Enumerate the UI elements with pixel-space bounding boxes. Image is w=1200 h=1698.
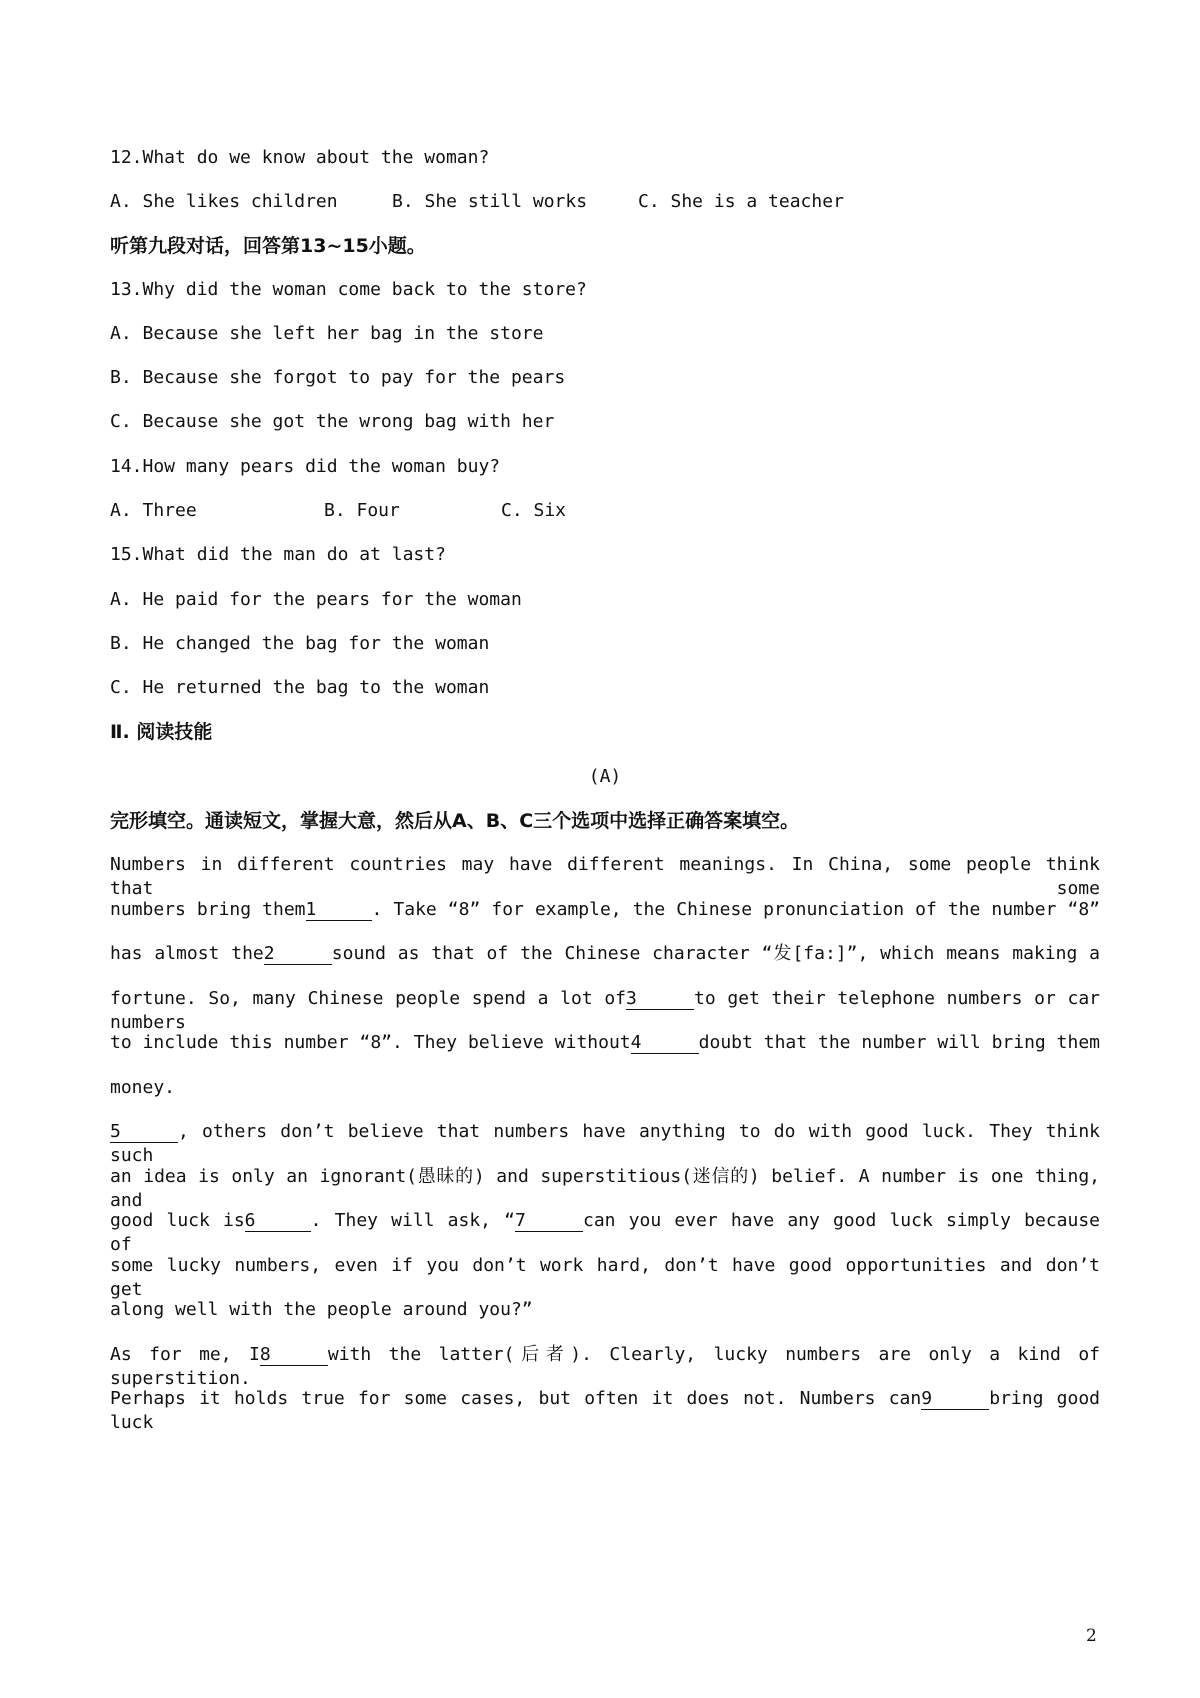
question-12: 12.What do we know about the woman?: [110, 147, 490, 168]
question-14: 14.How many pears did the woman buy?: [110, 456, 501, 477]
passage-line: Perhaps it holds true for some cases, but often it does not. Numbers can9 bring good luck: [110, 1388, 1100, 1433]
part-2-heading: Ⅱ. 阅读技能: [110, 721, 213, 743]
q15-option-b: B. He changed the bag for the woman: [110, 633, 490, 654]
q12-option-b: B. She still works: [392, 191, 588, 212]
cloze-blank-2: 2: [264, 944, 332, 965]
passage-line: 5 , others don’t believe that numbers have anything to do with good luck. They think such: [110, 1121, 1100, 1166]
q14-option-a: A. Three: [110, 500, 197, 521]
passage-line: along well with the people around you?”: [110, 1299, 533, 1320]
passage-line: some lucky numbers, even if you don’t work hard, don’t have good opportunities and don’t get: [110, 1255, 1100, 1300]
passage-line: numbers bring them1 . Take “8” for example, the Chinese pronunciation of the number “8”: [110, 899, 1100, 920]
cloze-blank-9: 9: [921, 1389, 989, 1410]
section-9-instruction: 听第九段对话，回答第13~15小题。: [110, 235, 426, 257]
q12-option-c: C. She is a teacher: [638, 191, 844, 212]
cloze-blank-5: 5: [110, 1122, 178, 1143]
passage-line: to include this number “8”. They believe without4 doubt that the number will bring them: [110, 1032, 1101, 1053]
passage-line: has almost the2 sound as that of the Chinese character “发[fa:]”, which means making a: [110, 943, 1100, 964]
cloze-blank-3: 3: [626, 989, 694, 1010]
cloze-blank-4: 4: [631, 1033, 699, 1054]
q13-option-c: C. Because she got the wrong bag with her: [110, 411, 555, 432]
passage-line: As for me, I8 with the latter(后者). Clearly, lucky numbers are only a kind of superstition.: [110, 1344, 1100, 1389]
document-page: [110, 0, 1100, 1698]
passage-line: an idea is only an ignorant(愚昧的) and superstitious(迷信的) belief. A number is one thing, and: [110, 1166, 1100, 1211]
cloze-blank-8: 8: [260, 1345, 328, 1366]
q15-option-a: A. He paid for the pears for the woman: [110, 589, 522, 610]
section-a-label: (A): [588, 766, 622, 787]
passage-line: money.: [110, 1077, 176, 1098]
q14-option-c: C. Six: [501, 500, 567, 521]
passage-line: good luck is6 . They will ask, “7 can you ever have any good luck simply because of: [110, 1210, 1100, 1255]
cloze-instruction: 完形填空。通读短文，掌握大意，然后从A、B、C三个选项中选择正确答案填空。: [110, 810, 800, 832]
page-number: 2: [1086, 1626, 1097, 1646]
q15-option-c: C. He returned the bag to the woman: [110, 677, 490, 698]
passage-line: Numbers in different countries may have different meanings. In China, some people think that some: [110, 854, 1100, 899]
q14-option-b: B. Four: [324, 500, 400, 521]
cloze-blank-6: 6: [245, 1211, 311, 1232]
cloze-blank-7: 7: [515, 1211, 583, 1232]
q13-option-a: A. Because she left her bag in the store: [110, 323, 544, 344]
question-13: 13.Why did the woman come back to the store?: [110, 279, 587, 300]
q13-option-b: B. Because she forgot to pay for the pears: [110, 367, 566, 388]
q12-option-a: A. She likes children: [110, 191, 338, 212]
question-15: 15.What did the man do at last?: [110, 544, 446, 565]
passage-line: fortune. So, many Chinese people spend a lot of3 to get their telephone numbers or car numbers: [110, 988, 1100, 1033]
cloze-blank-1: 1: [306, 900, 372, 921]
